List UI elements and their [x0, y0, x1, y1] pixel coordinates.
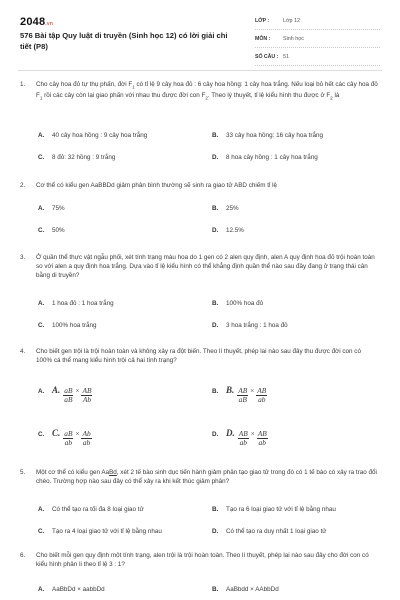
option-text: 3 hoa trắng : 1 hoa đỏ	[226, 322, 288, 329]
genotype-fraction: $\frac{AB}{ab}$	[238, 429, 248, 448]
meta-row-socau	[255, 51, 380, 66]
option-2b[interactable]	[212, 204, 239, 213]
question-2	[20, 181, 382, 190]
option-letter: B.	[212, 205, 219, 212]
cross-symbol: ×	[250, 387, 255, 395]
meta-value: Lớp 12	[283, 18, 301, 25]
meta-value: 51	[283, 54, 289, 61]
option-letter: C.	[38, 227, 45, 234]
document-header	[0, 0, 400, 70]
question-number: 3.	[20, 254, 26, 261]
cross-symbol: ×	[250, 430, 255, 438]
option-6b[interactable]	[212, 585, 279, 594]
header-divider	[18, 70, 382, 71]
option-1a[interactable]	[38, 131, 147, 140]
option-text: 1 hoa đỏ : 1 hoa trắng	[52, 300, 114, 307]
option-text: 12.5%	[226, 227, 244, 234]
option-5b[interactable]	[212, 505, 336, 514]
option-5d[interactable]	[212, 527, 326, 536]
question-text: Cho biết gen trội là trội hoàn toàn và không xảy ra đột biến. Theo lí thuyết, phép lai nào sau đây thu được đời con có 100% cá thể mang kiểu hình trội cả hai tính trạng?	[36, 348, 361, 365]
option-4c[interactable]	[38, 427, 92, 447]
cross-symbol: ×	[75, 430, 80, 438]
question-3	[20, 253, 382, 280]
option-1b[interactable]	[212, 131, 323, 140]
cross-symbol: ×	[75, 387, 80, 395]
option-4d[interactable]	[212, 427, 268, 447]
option-text: 33 cây hoa hồng: 16 cây hoa trắng	[226, 132, 323, 139]
meta-row-mon	[255, 33, 380, 48]
question-text: Cơ thể có kiểu gen AaBBDd giảm phân bình thường sẽ sinh ra giao tử ABD chiếm tỉ lệ	[36, 182, 278, 189]
option-letter: C.	[38, 528, 45, 535]
option-letter: D.	[212, 322, 219, 329]
meta-value: Sinh học	[283, 36, 304, 43]
site-logo[interactable]: 2048.vn	[20, 16, 54, 28]
option-letter: C.	[38, 322, 45, 329]
option-letter-formula: D.	[226, 428, 235, 438]
document-title: 576 Bài tập Quy luật di truyền (Sinh học 12) có lời giải chi tiết (P8)	[20, 31, 228, 51]
option-text: AaBbDd × aabbDd	[52, 586, 105, 593]
question-6	[20, 551, 382, 569]
genotype-fraction: $\frac{aB}{aB}$	[64, 386, 73, 405]
option-3b[interactable]	[212, 299, 263, 308]
option-text: 100% hoa đỏ	[226, 300, 264, 307]
genotype-fraction: $\frac{AB}{ab}$	[257, 386, 267, 405]
option-text: 100% hoa trắng	[52, 322, 97, 329]
option-text: 50%	[52, 227, 65, 234]
option-text: AaBbdd × AAbbDd	[226, 586, 279, 593]
option-letter: B.	[212, 300, 219, 307]
option-text: 75%	[52, 205, 65, 212]
option-1d[interactable]	[212, 153, 318, 162]
question-text: Ở quần thể thực vật ngẫu phối, xét tính trạng màu hoa do 1 gen có 2 alen quy định, alen A quy định hoa đỏ trội hoàn toàn so với alen a quy định hoa trắng. Dựa vào tỉ lệ kiểu hình có thể khẳng định quần thể nào sau đây đang ở trạng thái cân bằng di truyền?	[36, 254, 375, 280]
option-3a[interactable]	[38, 299, 114, 308]
genotype-fraction: $\frac{AB}{Ab}$	[82, 386, 92, 405]
option-letter: A.	[38, 586, 45, 593]
option-letter: C.	[38, 431, 45, 438]
genotype-fraction: $\frac{aB}{ab}$	[64, 429, 73, 448]
option-letter: D.	[212, 431, 219, 438]
question-number: 6.	[20, 552, 26, 559]
meta-row-lop	[255, 15, 380, 30]
option-letter: C.	[38, 154, 45, 161]
genotype-fraction: $\frac{Ab}{ab}$	[82, 429, 91, 448]
question-5	[20, 468, 382, 486]
option-4b[interactable]	[212, 384, 267, 404]
meta-label: SỐ CÂU :	[255, 54, 279, 61]
option-letter: B.	[212, 506, 219, 513]
option-letter: B.	[212, 388, 219, 395]
question-number: 2.	[20, 182, 26, 189]
meta-info-box	[255, 15, 380, 69]
option-3d[interactable]	[212, 321, 288, 330]
option-text: 25%	[226, 205, 239, 212]
option-letter-formula: B.	[226, 385, 235, 395]
option-text: 40 cây hoa hồng : 9 cây hoa trắng	[52, 132, 148, 139]
option-letter: A.	[38, 388, 45, 395]
option-letter: B.	[212, 586, 219, 593]
question-4	[20, 347, 382, 365]
option-letter: B.	[212, 132, 219, 139]
option-letter-formula: C.	[52, 428, 61, 438]
question-text: Một cơ thể có kiểu gen AaBd, xét 2 tế bào sinh dục tiến hành giảm phân tạo giao tử trong đó có 1 tế bào có xảy ra trao đổi chéo. Trường hợp nào sau đây có thể xảy ra khi kết thúc giảm phân?	[36, 469, 377, 486]
option-1c[interactable]	[38, 153, 115, 162]
option-text: Có thể tạo ra duy nhất 1 loại giao tử	[226, 528, 327, 535]
option-letter: A.	[38, 205, 45, 212]
question-text: Cho biết mỗi gen quy định một tính trạng, alen trội là trội hoàn toàn. Theo lí thuyết, phép lai nào sau đây cho đời con có kiểu hình phân li theo tỉ lệ 3 : 1?	[36, 552, 369, 569]
option-2c[interactable]	[38, 226, 65, 235]
option-text: Tạo ra 6 loại giao tử với tỉ lệ bằng nhau	[226, 506, 336, 513]
question-number: 1.	[20, 81, 26, 88]
option-4a[interactable]	[38, 384, 92, 404]
option-letter-formula: A.	[52, 385, 61, 395]
option-text: 8 đỏ: 32 hồng : 9 trắng	[52, 154, 116, 161]
option-2d[interactable]	[212, 226, 244, 235]
option-2a[interactable]	[38, 204, 65, 213]
genotype-fraction: $\frac{AB}{ab}$	[257, 429, 267, 448]
option-letter: D.	[212, 227, 219, 234]
option-letter: D.	[212, 528, 219, 535]
option-letter: A.	[38, 300, 45, 307]
meta-label: MÔN :	[255, 36, 271, 43]
question-number: 4.	[20, 348, 26, 355]
option-text: Có thể tạo ra tối đa 8 loại giao tử	[52, 506, 144, 513]
question-number: 5.	[20, 469, 26, 476]
option-6a[interactable]	[38, 585, 105, 594]
option-text: 8 hoa cây hồng : 1 cây hoa trắng	[226, 154, 318, 161]
meta-label: LỚP :	[255, 18, 270, 25]
option-5a[interactable]	[38, 505, 144, 514]
question-text: Cho cây hoa đỏ tự thụ phấn, đời $F_1$ có tỉ lệ 9 cây hoa đỏ : 6 cây hoa hồng: 1 cây hoa trắng. Nếu loại bỏ hết các cây hoa đỏ $F_1$ rồi các cây còn lại giao phấn với nhau thu được đời con $F_2$. Theo lý thuyết, tỉ lệ kiểu hình thu được ở $F_2$ là	[36, 81, 378, 101]
option-letter: A.	[38, 506, 45, 513]
option-text: Tạo ra 4 loại giao tử với tỉ lệ bằng nhau	[52, 528, 162, 535]
option-letter: D.	[212, 154, 219, 161]
genotype-fraction: $\frac{AB}{aB}$	[238, 386, 248, 405]
option-3c[interactable]	[38, 321, 96, 330]
option-letter: A.	[38, 132, 45, 139]
option-5c[interactable]	[38, 527, 162, 536]
question-1	[20, 80, 382, 102]
